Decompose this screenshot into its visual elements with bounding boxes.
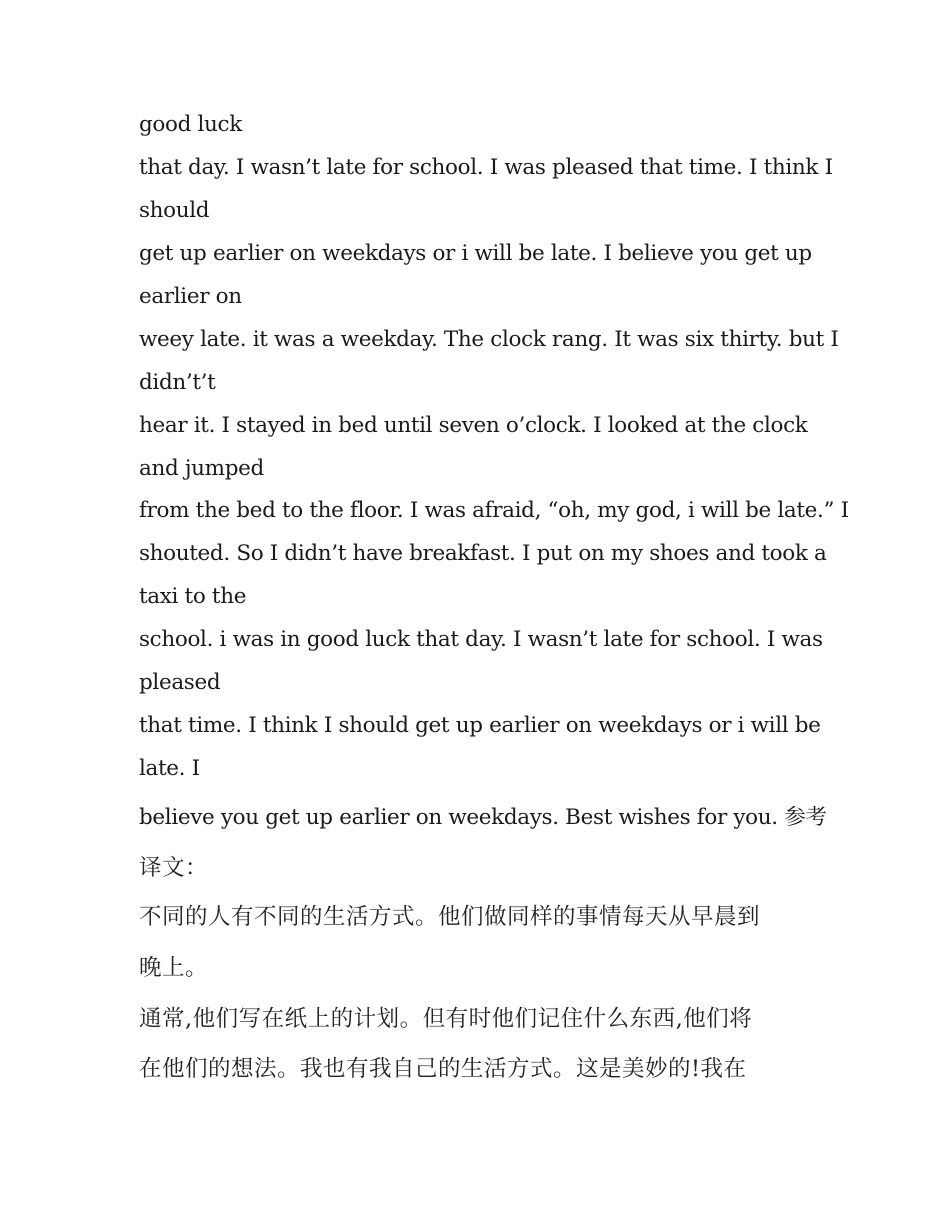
text-line: 不同的人有不同的生活方式。他们做同样的事情每天从早晨到 <box>139 904 761 930</box>
text-line: 译文： <box>139 855 209 881</box>
text-line: earlier on <box>139 284 242 309</box>
text-line: pleased <box>139 670 221 695</box>
text-line: good luck <box>139 112 242 137</box>
text-line: should <box>139 198 210 223</box>
text-line: that time. I think I should get up earlier on weekdays or i will be <box>139 713 821 738</box>
text-line: shouted. So I didn’t have breakfast. I put on my shoes and took a <box>139 541 827 566</box>
text-line: weey late. it was a weekday. The clock rang. It was six thirty. but I <box>139 327 839 352</box>
text-line: believe you get up earlier on weekdays. Best wishes for you. 参考 <box>139 805 827 830</box>
text-line: that day. I wasn’t late for school. I was pleased that time. I think I <box>139 155 833 180</box>
text-line: and jumped <box>139 456 264 481</box>
text-line: hear it. I stayed in bed until seven o’clock. I looked at the clock <box>139 413 808 438</box>
text-line: didn’t’t <box>139 370 216 395</box>
text-line: 通常,他们写在纸上的计划。但有时他们记住什么东西,他们将 <box>139 1006 753 1032</box>
text-line: late. I <box>139 756 200 781</box>
text-line: from the bed to the floor. I was afraid, “oh, my god, i will be late.” I <box>139 498 849 523</box>
text-line: get up earlier on weekdays or i will be late. I believe you get up <box>139 241 812 266</box>
text-line: 在他们的想法。我也有我自己的生活方式。这是美妙的!我在 <box>139 1056 747 1082</box>
text-line: 晚上。 <box>139 955 209 981</box>
text-line: school. i was in good luck that day. I wasn’t late for school. I was <box>139 627 823 652</box>
text-line: taxi to the <box>139 584 247 609</box>
